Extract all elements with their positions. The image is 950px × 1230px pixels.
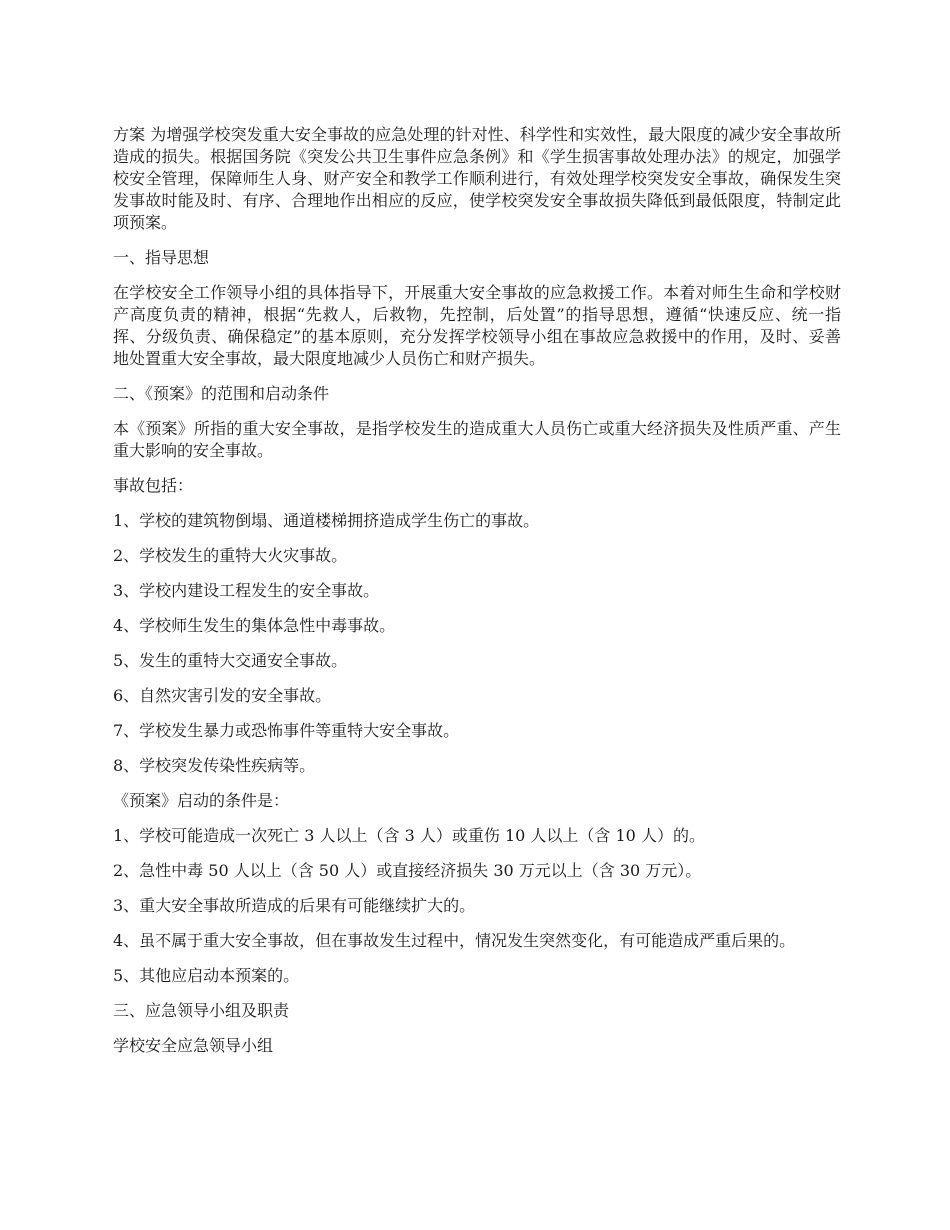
list-item: 1、学校可能造成一次死亡 3 人以上（含 3 人）或重伤 10 人以上（含 10 人）的。 bbox=[113, 826, 705, 845]
list-item: 5、其他应启动本预案的。 bbox=[113, 966, 300, 985]
list-item: 8、学校突发传染性疾病等。 bbox=[113, 756, 316, 775]
list-item: 6、自然灾害引发的安全事故。 bbox=[113, 686, 332, 705]
list-item: 2、学校发生的重特大火灾事故。 bbox=[113, 546, 348, 565]
section-heading-guiding-thought: 一、指导思想 bbox=[113, 248, 210, 267]
accidents-intro: 事故包括： bbox=[113, 476, 194, 495]
list-item: 5、发生的重特大交通安全事故。 bbox=[113, 651, 348, 670]
list-item: 4、虽不属于重大安全事故，但在事故发生过程中，情况发生突然变化，有可能造成严重后果的。 bbox=[113, 931, 796, 950]
leadership-subheading: 学校安全应急领导小组 bbox=[113, 1036, 274, 1055]
guiding-thought-paragraph: 在学校安全工作领导小组的具体指导下，开展重大安全事故的应急救援工作。本着对师生生命和学校财产高度负责的精神，根据“先救人，后救物，先控制，后处置”的指导思想，遵循“快速反应、统一指挥、分级负责、确保稳定”的基本原则，充分发挥学校领导小组在事故应急救援中的作用，及时、妥善地处置重大安全事故，最大限度地减少人员伤亡和财产损失。 bbox=[113, 283, 841, 368]
section-heading-scope: 二、《预案》的范围和启动条件 bbox=[113, 384, 330, 403]
document-page bbox=[113, 124, 841, 1070]
list-item: 7、学校发生暴力或恐怖事件等重特大安全事故。 bbox=[113, 721, 460, 740]
conditions-intro: 《预案》启动的条件是： bbox=[113, 791, 290, 810]
scope-paragraph: 本《预案》所指的重大安全事故，是指学校发生的造成重大人员伤亡或重大经济损失及性质严重、产生重大影响的安全事故。 bbox=[113, 419, 841, 460]
section-heading-leadership: 三、应急领导小组及职责 bbox=[113, 1001, 290, 1020]
list-item: 3、学校内建设工程发生的安全事故。 bbox=[113, 581, 380, 600]
list-item: 4、学校师生发生的集体急性中毒事故。 bbox=[113, 616, 396, 635]
intro-paragraph: 方案 为增强学校突发重大安全事故的应急处理的针对性、科学性和实效性，最大限度的减少安全事故所造成的损失。根据国务院《突发公共卫生事件应急条例》和《学生损害事故处理办法》的规定，加强学校安全管理，保障师生人身、财产安全和教学工作顺利进行，有效处理学校突发安全事故，确保发生突发事故时能及时、有序、合理地作出相应的反应，使学校突发安全事故损失降低到最低限度，特制定此项预案。 bbox=[113, 125, 841, 232]
list-item: 1、学校的建筑物倒塌、通道楼梯拥挤造成学生伤亡的事故。 bbox=[113, 511, 540, 530]
list-item: 3、重大安全事故所造成的后果有可能继续扩大的。 bbox=[113, 896, 476, 915]
list-item: 2、急性中毒 50 人以上（含 50 人）或直接经济损失 30 万元以上（含 30 万元）。 bbox=[113, 861, 702, 880]
